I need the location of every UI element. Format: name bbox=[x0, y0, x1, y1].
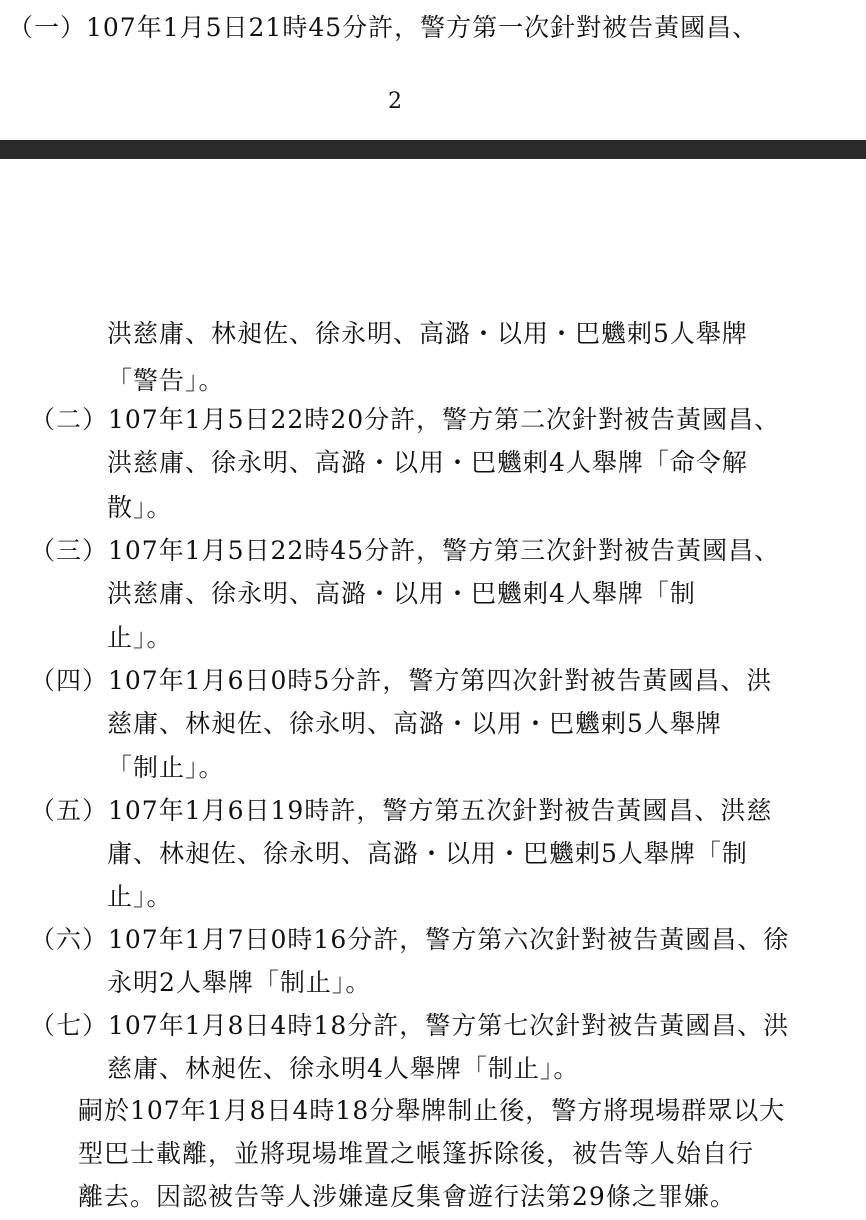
text-line: 洪慈庸、徐永明、高潞・以用・巴魕剌4人舉牌「命令解 bbox=[107, 448, 748, 477]
previous-page-last-line: （一）107年1月5日21時45分許，警方第一次針對被告黃國昌、 bbox=[8, 13, 759, 42]
list-item-6-line-1: （六）107年1月7日0時16分許，警方第六次針對被告黃國昌、徐 bbox=[30, 925, 790, 954]
text-line: 洪慈庸、徐永明、高潞・以用・巴魕剌4人舉牌「制 bbox=[107, 579, 696, 608]
previous-page-bottom bbox=[0, 0, 866, 140]
paragraph-line: 離去。因認被告等人涉嫌違反集會遊行法第29條之罪嫌。 bbox=[78, 1182, 736, 1211]
text-line: 慈庸、林昶佐、徐永明4人舉牌「制止」。 bbox=[107, 1054, 580, 1083]
text-line: 庸、林昶佐、徐永明、高潞・以用・巴魕剌5人舉牌「制 bbox=[107, 839, 748, 868]
list-item-5-line-1: （五）107年1月6日19時許，警方第五次針對被告黃國昌、洪慈 bbox=[30, 796, 773, 825]
list-item-7-line-1: （七）107年1月8日4時18分許，警方第七次針對被告黃國昌、洪 bbox=[30, 1011, 790, 1040]
page-number: 2 bbox=[388, 89, 402, 114]
list-item-3-line-1: （三）107年1月5日22時45分許，警方第三次針對被告黃國昌、 bbox=[30, 536, 781, 565]
list-item-4-line-1: （四）107年1月6日0時5分許，警方第四次針對被告黃國昌、洪 bbox=[30, 666, 773, 695]
text-line: 「制止」。 bbox=[107, 753, 225, 782]
text-line: 散」。 bbox=[107, 493, 173, 522]
page-break-bar bbox=[0, 140, 866, 159]
text-line: 洪慈庸、林昶佐、徐永明、高潞・以用・巴魕剌5人舉牌 bbox=[107, 319, 748, 348]
text-line: 慈庸、林昶佐、徐永明、高潞・以用・巴魕剌5人舉牌 bbox=[107, 709, 722, 738]
paragraph-line: 型巴士載離，並將現場堆置之帳篷拆除後，被告等人始自行 bbox=[78, 1139, 755, 1168]
text-line: 永明2人舉牌「制止」。 bbox=[107, 968, 372, 997]
text-line: 止」。 bbox=[107, 623, 173, 652]
paragraph-line: 嗣於107年1月8日4時18分舉牌制止後，警方將現場群眾以大 bbox=[78, 1096, 786, 1125]
text-line: 止」。 bbox=[107, 882, 173, 911]
list-item-2-line-1: （二）107年1月5日22時20分許，警方第二次針對被告黃國昌、 bbox=[30, 405, 781, 434]
text-line: 「警告」。 bbox=[107, 366, 225, 395]
